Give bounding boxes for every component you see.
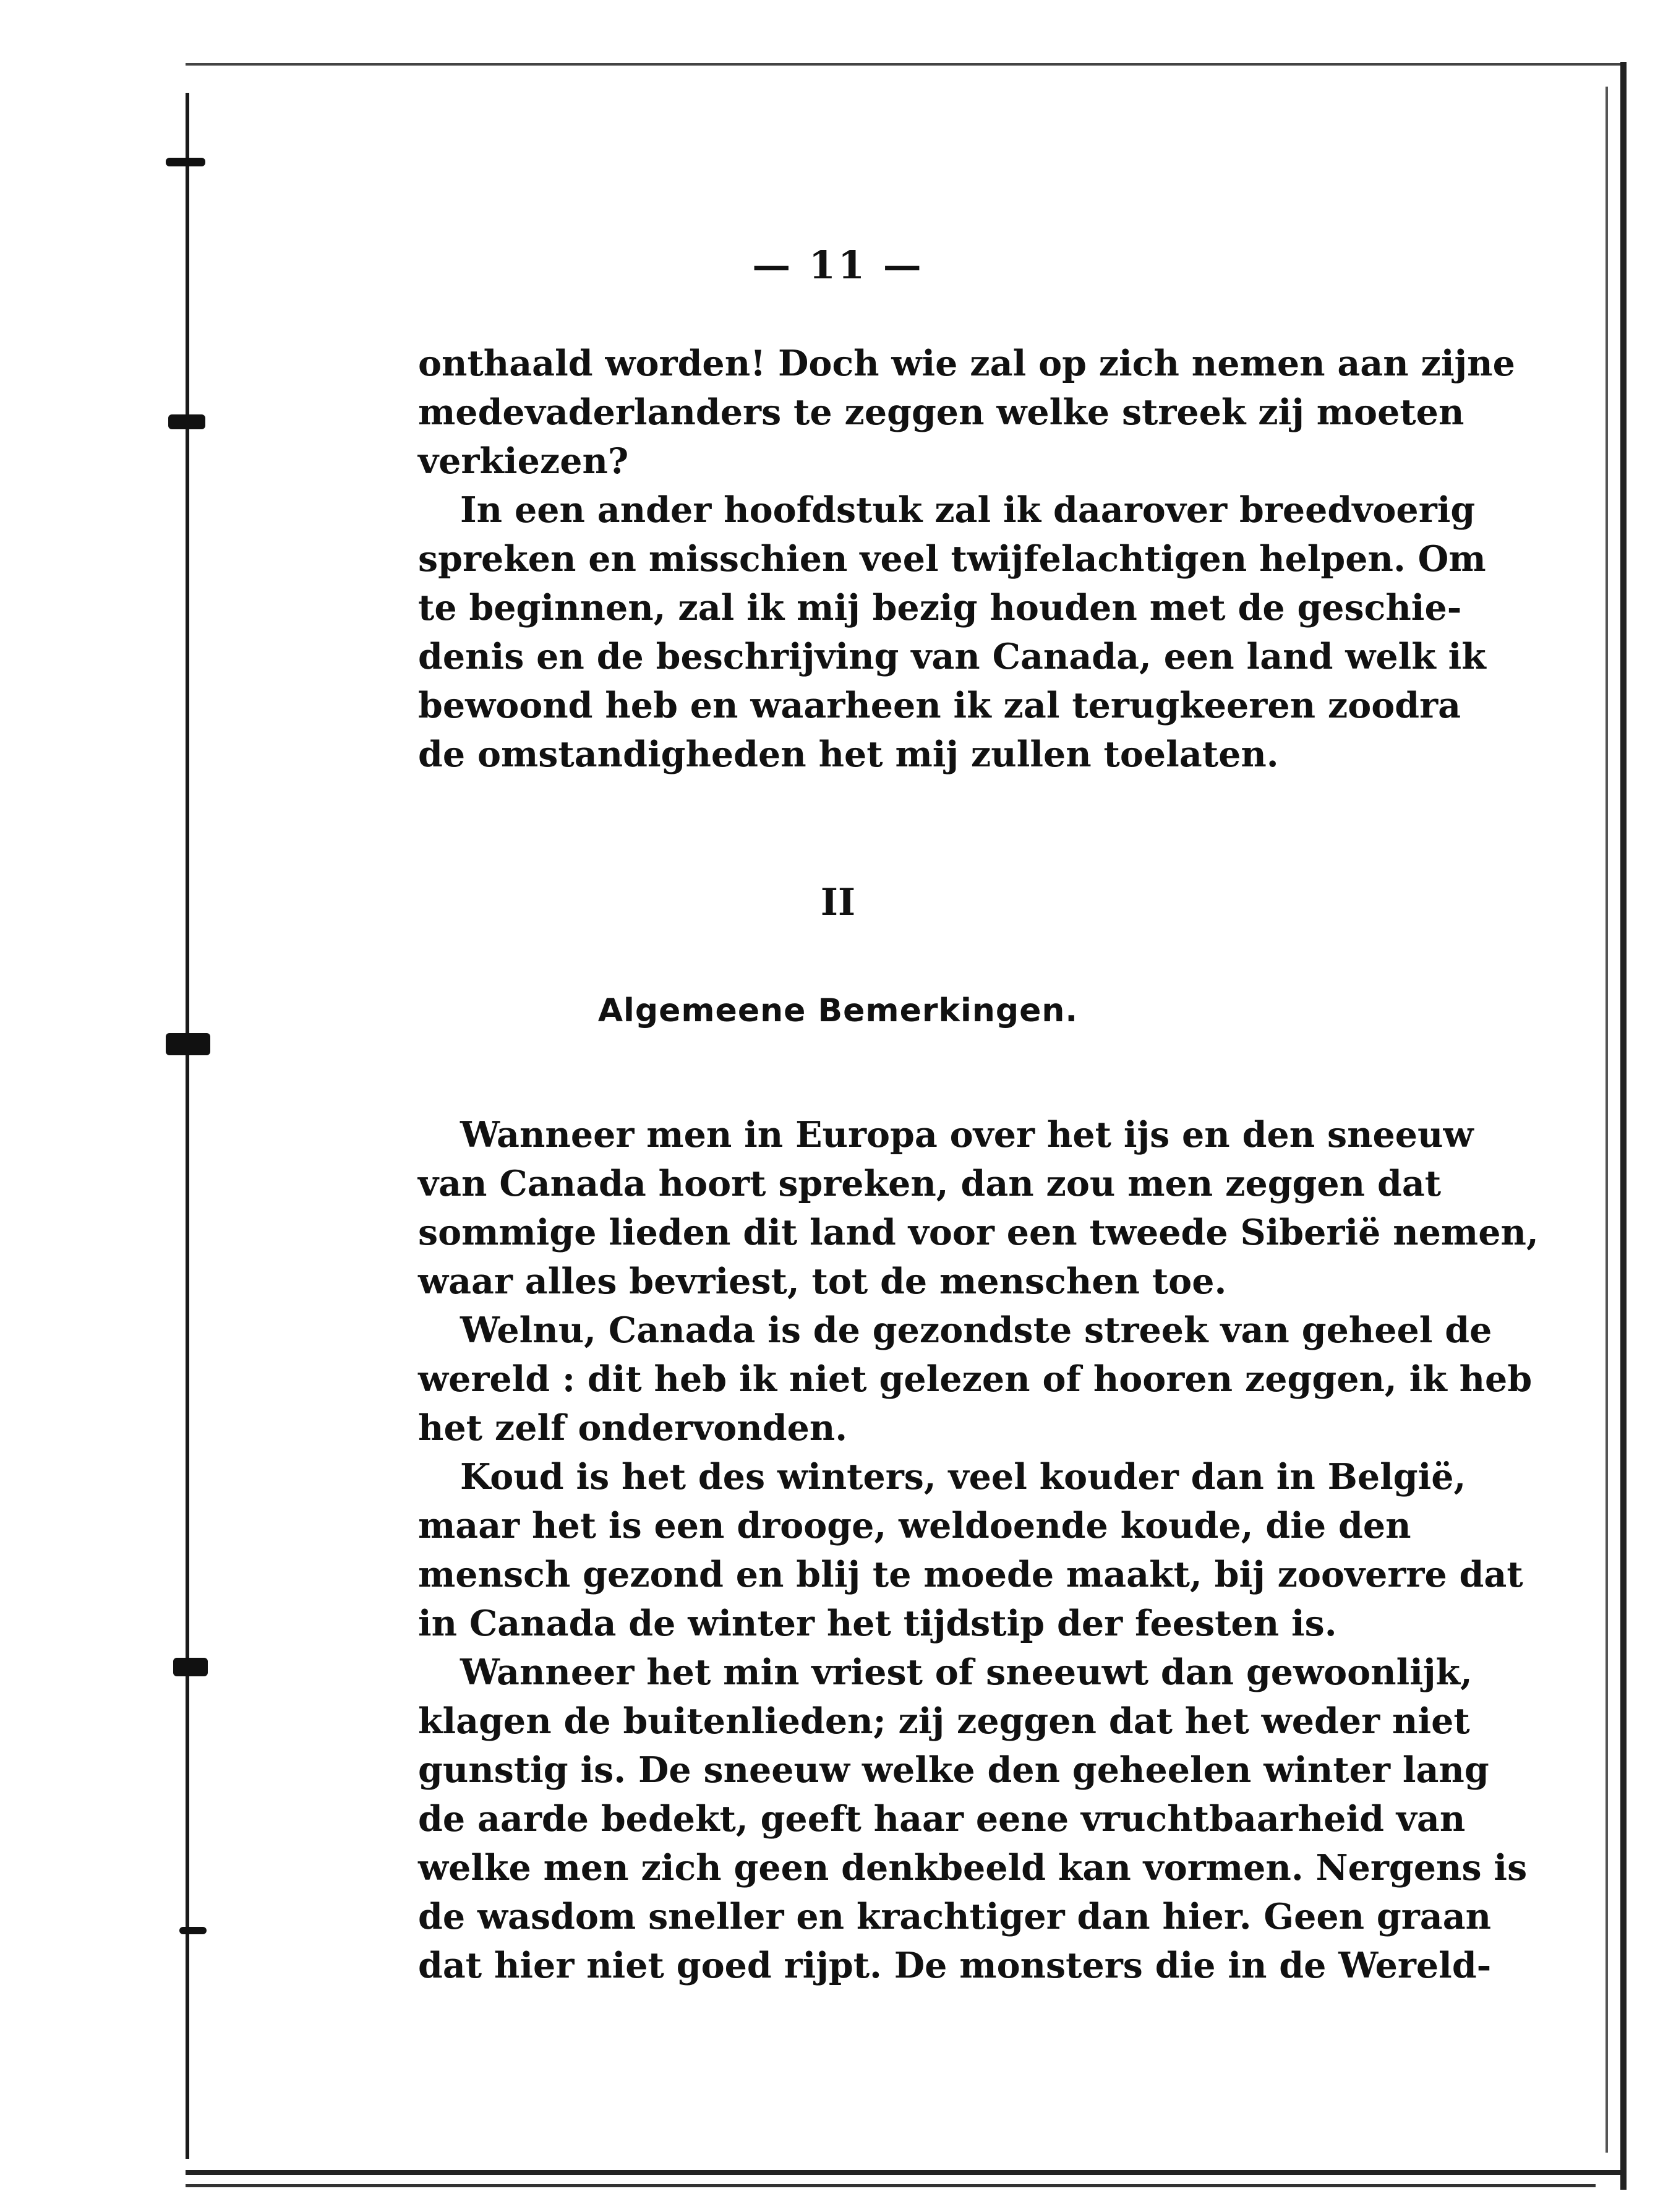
text-line: in Canada de winter het tijdstip der feesten is. <box>418 1603 1337 1644</box>
paragraph <box>418 339 1515 486</box>
page-edge-right-inner <box>1605 87 1608 2153</box>
paragraph <box>418 1110 1539 1306</box>
text-line: bewoond heb en waarheen ik zal terugkeeren zoodra <box>418 685 1461 726</box>
page-number: — 11 — <box>752 242 924 288</box>
text-line: verkiezen? <box>418 440 629 482</box>
intro-text <box>418 339 1515 779</box>
binding-mark <box>168 414 205 429</box>
text-line: de aarde bedekt, geeft haar eene vruchtbaarheid van <box>418 1798 1466 1840</box>
text-line: Wanneer men in Europa over het ijs en den sneeuw <box>460 1114 1474 1155</box>
binding-line <box>186 93 189 2159</box>
chapter-body-text <box>418 1110 1539 1990</box>
text-line: van Canada hoort spreken, dan zou men zeggen dat <box>418 1163 1442 1204</box>
page-edge-bottom <box>186 2170 1627 2175</box>
binding-mark <box>173 1658 208 1676</box>
text-line: wereld : dit heb ik niet gelezen of hooren zeggen, ik heb <box>418 1358 1533 1400</box>
binding-mark <box>166 1033 210 1055</box>
text-line: klagen de buitenlieden; zij zeggen dat het weder niet <box>418 1700 1470 1742</box>
text-line: de omstandigheden het mij zullen toelaten. <box>418 734 1279 775</box>
text-line: Wanneer het min vriest of sneeuwt dan gewoonlijk, <box>460 1652 1473 1693</box>
text-line: sommige lieden dit land voor een tweede Siberië nemen, <box>418 1212 1539 1253</box>
text-line: te beginnen, zal ik mij bezig houden met de geschie- <box>418 587 1462 628</box>
text-line: mensch gezond en blij te moede maakt, bij zooverre dat <box>418 1554 1523 1595</box>
page-edge-right <box>1620 62 1627 2190</box>
page-edge-bottom-second <box>186 2184 1596 2187</box>
paragraph <box>418 486 1486 779</box>
text-line: dat hier niet goed rijpt. De monsters die in de Wereld- <box>418 1945 1492 1986</box>
text-line: Koud is het des winters, veel kouder dan in België, <box>460 1456 1466 1498</box>
text-line: In een ander hoofdstuk zal ik daarover breedvoerig <box>460 489 1476 531</box>
chapter-number: II <box>820 881 856 924</box>
paragraph <box>418 1648 1528 1990</box>
paragraph <box>418 1306 1533 1452</box>
text-line: maar het is een drooge, weldoende koude, die den <box>418 1505 1411 1546</box>
text-line: welke men zich geen denkbeeld kan vormen. Nergens is <box>418 1847 1528 1888</box>
text-line: spreken en misschien veel twijfelachtigen helpen. Om <box>418 538 1486 580</box>
binding-mark <box>179 1927 207 1934</box>
text-line: waar alles bevriest, tot de menschen toe. <box>418 1261 1227 1302</box>
text-line: medevaderlanders te zeggen welke streek zij moeten <box>418 392 1464 433</box>
binding-mark <box>166 158 205 166</box>
paragraph <box>418 1452 1523 1648</box>
text-line: onthaald worden! Doch wie zal op zich nemen aan zijne <box>418 343 1515 384</box>
page-edge-top <box>186 63 1627 66</box>
text-line: de wasdom sneller en krachtiger dan hier. Geen graan <box>418 1896 1492 1937</box>
text-line: denis en de beschrijving van Canada, een land welk ik <box>418 636 1486 677</box>
chapter-title: Algemeene Bemerkingen. <box>597 992 1079 1029</box>
text-line: Welnu, Canada is de gezondste streek van geheel de <box>460 1310 1492 1351</box>
text-line: gunstig is. De sneeuw welke den geheelen winter lang <box>418 1749 1489 1791</box>
text-line: het zelf ondervonden. <box>418 1407 848 1449</box>
